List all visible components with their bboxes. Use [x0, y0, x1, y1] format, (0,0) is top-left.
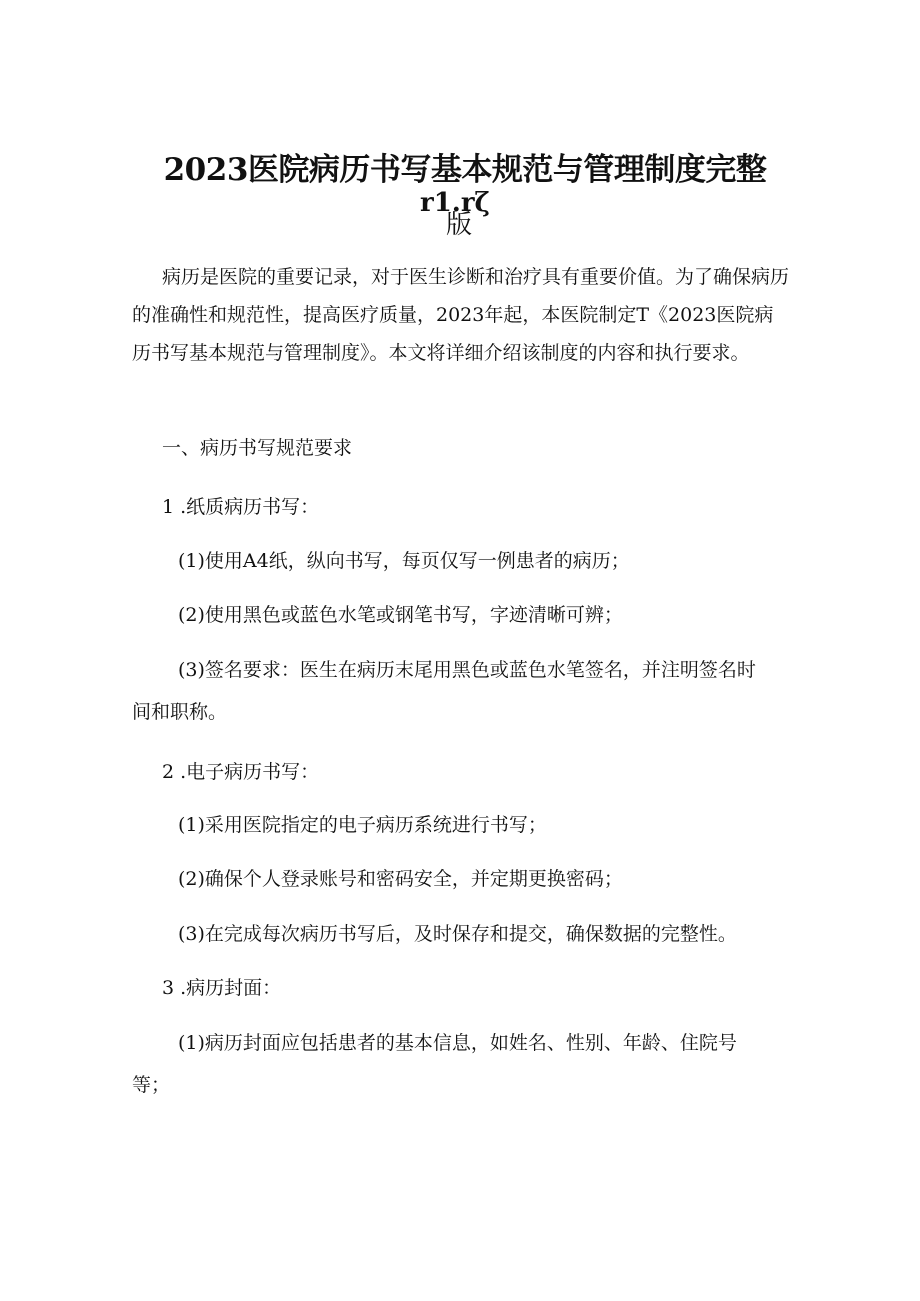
document-title-suffix: 版	[446, 210, 473, 240]
item3-heading: 3 .病历封面：	[162, 977, 282, 999]
intro-text: 病历是医院的重要记录，对于医生诊断和治疗具有重要价值。为了确保病历的准确性和规范性，提高医疗质量，2023年起，本医院制定T《2023医院病历书写基本规范与管理制度》。本文将详细介绍该制度的内容和执行要求。	[132, 266, 790, 364]
item3-point-1: (1)病历封面应包括患者的基本信息，如姓名、性别、年龄、住院号	[178, 1032, 737, 1054]
section1-heading: 一、病历书写规范要求	[162, 437, 353, 459]
item2-point-2: (2)确保个人登录账号和密码安全，并定期更换密码；	[178, 868, 623, 890]
item2-point-3: (3)在完成每次病历书写后，及时保存和提交，确保数据的完整性。	[178, 923, 737, 945]
item1-point-3: (3)签名要求：医生在病历末尾用黑色或蓝色水笔签名，并注明签名时	[178, 659, 756, 681]
item1-point-3-continued: 间和职称。	[132, 701, 228, 723]
document-title: 2023医院病历书写基本规范与管理制度完整	[163, 152, 767, 188]
item2-heading: 2 .电子病历书写：	[162, 761, 320, 783]
item3-point-1-continued: 等；	[132, 1074, 171, 1096]
item1-heading: 1 .纸质病历书写：	[162, 496, 320, 518]
intro-paragraph	[132, 258, 792, 372]
document-title-garbled-text: r1.rζ	[420, 188, 490, 218]
item1-point-1: (1)使用A4纸，纵向书写，每页仅写一例患者的病历；	[178, 550, 630, 572]
item2-point-1: (1)采用医院指定的电子病历系统进行书写；	[178, 814, 547, 836]
item1-point-2: (2)使用黑色或蓝色水笔或钢笔书写，字迹清晰可辨；	[178, 604, 623, 626]
